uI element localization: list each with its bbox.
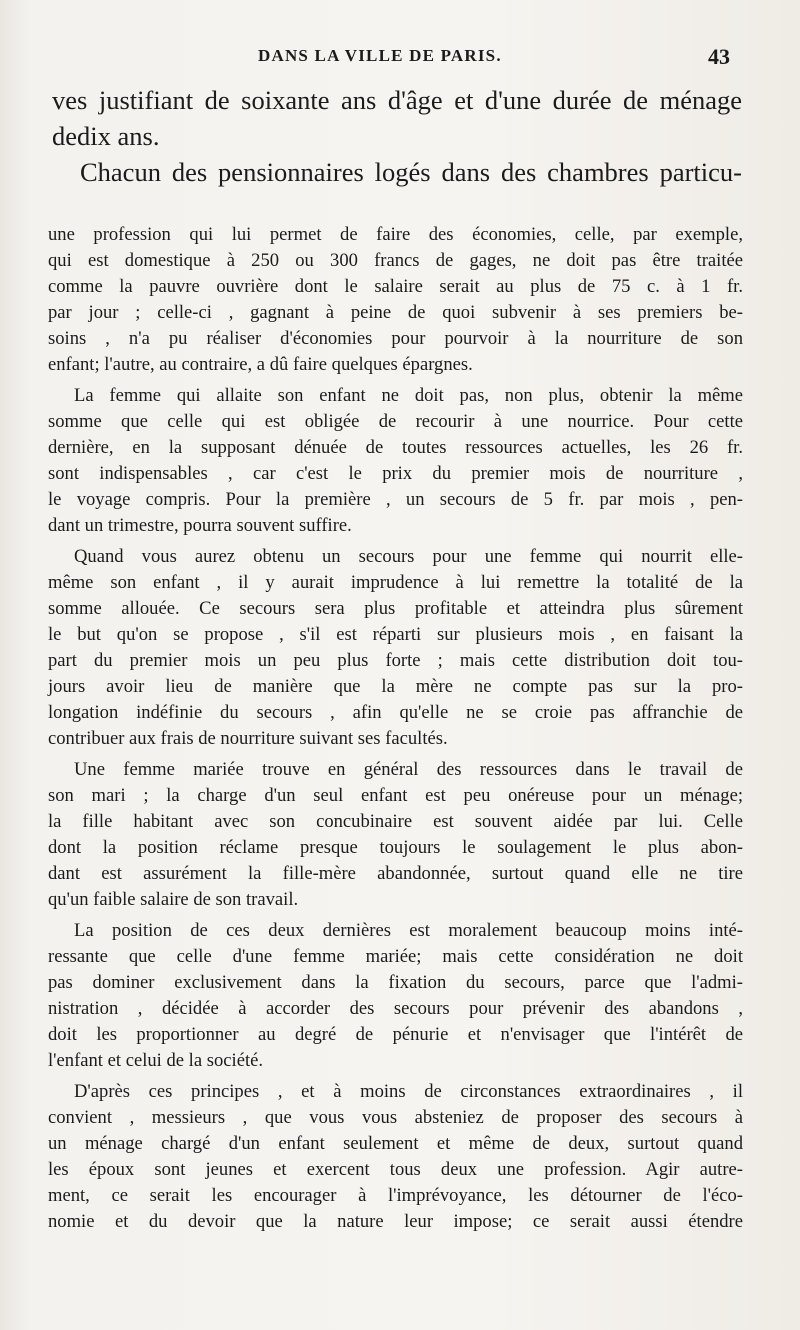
- paragraph: [48, 222, 743, 378]
- text-line: qu'un faible salaire de son travail.: [48, 889, 299, 910]
- text-line: le voyage compris. Pour la première , un secours de 5 fr. par mois , pen-: [48, 489, 743, 510]
- paragraph: [48, 544, 743, 752]
- text-line: par jour ; celle-ci , gagnant à peine de quoi subvenir à ses premiers be-: [48, 302, 743, 323]
- text-line: une profession qui lui permet de faire des économies, celle, par exemple,: [48, 224, 743, 245]
- text-line: longation indéfinie du secours , afin qu'elle ne se croie pas affranchie de: [48, 702, 743, 723]
- large-text-line: Chacun des pensionnaires logés dans des chambres particu-: [80, 157, 742, 187]
- text-line: somme que celle qui est obligée de recourir à une nourrice. Pour cette: [48, 411, 743, 432]
- text-line: nistration , décidée à accorder des secours pour prévenir des abandons ,: [48, 998, 743, 1019]
- text-line: La femme qui allaite son enfant ne doit pas, non plus, obtenir la même: [74, 385, 743, 406]
- text-line: dont la position réclame presque toujours le soulagement le plus abon-: [48, 837, 743, 858]
- text-line: même son enfant , il y aurait imprudence à lui remettre la totalité de la: [48, 572, 743, 593]
- text-line: jours avoir lieu de manière que la mère ne compte pas sur la pro-: [48, 676, 743, 697]
- text-line: enfant; l'autre, au contraire, a dû faire quelques épargnes.: [48, 354, 473, 375]
- text-line: la fille habitant avec son concubinaire est souvent aidée par lui. Celle: [48, 811, 743, 832]
- paragraph: [48, 757, 743, 913]
- large-text-line: ves justifiant de soixante ans d'âge et d'une durée de ménage: [52, 85, 742, 115]
- text-line: part du premier mois un peu plus forte ; mais cette distribution doit tou-: [48, 650, 743, 671]
- text-line: Quand vous aurez obtenu un secours pour une femme qui nourrit elle-: [74, 546, 743, 567]
- large-type-text-block: [52, 82, 742, 190]
- text-line: dant est assurément la fille-mère abandonnée, surtout quand elle ne tire: [48, 863, 743, 884]
- text-line: l'enfant et celui de la société.: [48, 1050, 264, 1071]
- text-line: un ménage chargé d'un enfant seulement et même de deux, surtout quand: [48, 1133, 743, 1154]
- text-line: Une femme mariée trouve en général des ressources dans le travail de: [74, 759, 743, 780]
- body-text-block: [48, 222, 743, 1235]
- text-line: ressante que celle d'une femme mariée; mais cette considération ne doit: [48, 946, 743, 967]
- text-line: dant un trimestre, pourra souvent suffire.: [48, 515, 352, 536]
- text-line: pas dominer exclusivement dans la fixation du secours, parce que l'admi-: [48, 972, 743, 993]
- paragraph: [48, 1079, 743, 1235]
- text-line: ment, ce serait les encourager à l'imprévoyance, les détourner de l'éco-: [48, 1185, 743, 1206]
- text-line: convient , messieurs , que vous vous absteniez de proposer des secours à: [48, 1107, 743, 1128]
- text-line: doit les proportionner au degré de pénurie et n'envisager que l'intérêt de: [48, 1024, 743, 1045]
- paragraph: [48, 918, 743, 1074]
- large-text-line: dedix ans.: [52, 121, 160, 151]
- text-line: La position de ces deux dernières est moralement beaucoup moins inté-: [74, 920, 743, 941]
- text-line: comme la pauvre ouvrière dont le salaire serait au plus de 75 c. à 1 fr.: [48, 276, 743, 297]
- text-line: D'après ces principes , et à moins de circonstances extraordinaires , il: [74, 1081, 743, 1102]
- running-title: DANS LA VILLE DE PARIS.: [258, 46, 502, 65]
- running-header: [0, 44, 800, 74]
- text-line: soins , n'a pu réaliser d'économies pour pourvoir à la nourriture de son: [48, 328, 743, 349]
- text-line: nomie et du devoir que la nature leur impose; ce serait aussi étendre: [48, 1211, 743, 1232]
- paragraph: [48, 383, 743, 539]
- text-line: qui est domestique à 250 ou 300 francs de gages, ne doit pas être traitée: [48, 250, 743, 271]
- text-line: dernière, en la supposant dénuée de toutes ressources actuelles, les 26 fr.: [48, 437, 743, 458]
- text-line: contribuer aux frais de nourriture suivant ses facultés.: [48, 728, 448, 749]
- text-line: son mari ; la charge d'un seul enfant est peu onéreuse pour un ménage;: [48, 785, 743, 806]
- text-line: sont indispensables , car c'est le prix du premier mois de nourriture ,: [48, 463, 743, 484]
- page-number: 43: [708, 44, 730, 69]
- text-line: somme allouée. Ce secours sera plus profitable et atteindra plus sûrement: [48, 598, 743, 619]
- text-line: les époux sont jeunes et exercent tous deux une profession. Agir autre-: [48, 1159, 743, 1180]
- text-line: le but qu'on se propose , s'il est réparti sur plusieurs mois , en faisant la: [48, 624, 743, 645]
